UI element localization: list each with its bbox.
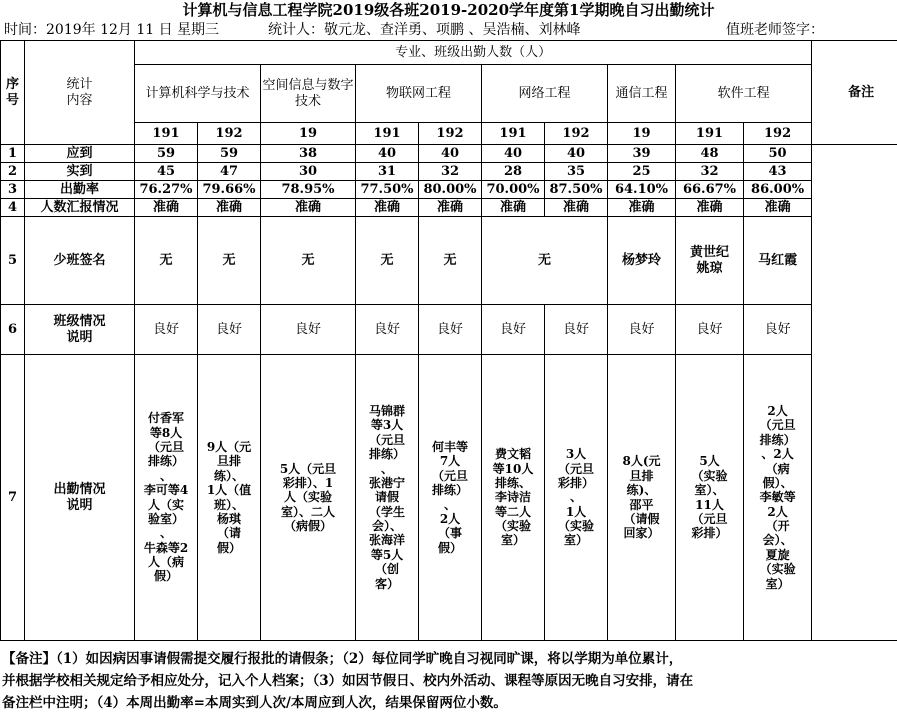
major-iot: 物联网工程 bbox=[356, 65, 482, 123]
cell: 28 bbox=[482, 163, 545, 181]
cell: 杨梦玲 bbox=[608, 217, 676, 305]
cell: 无 bbox=[198, 217, 261, 305]
cell: 良好 bbox=[676, 305, 744, 355]
table-row bbox=[1, 163, 897, 181]
cell: 38 bbox=[261, 145, 356, 163]
major-software: 软件工程 bbox=[676, 65, 812, 123]
row-label: 少班签名 bbox=[25, 217, 135, 305]
cell: 5人（元旦 彩排）、1 人（实验 室）、二人 （病假） bbox=[261, 355, 356, 641]
table-row bbox=[1, 145, 897, 163]
class-label: 191 bbox=[482, 123, 545, 145]
cell: 无 bbox=[482, 217, 608, 305]
table-row bbox=[1, 181, 897, 199]
cell: 良好 bbox=[356, 305, 419, 355]
cell: 40 bbox=[545, 145, 608, 163]
major-computer-science: 计算机科学与技术 bbox=[135, 65, 261, 123]
cell: 何丰等 7人 （元旦 排练） 、 2人 （事 假） bbox=[419, 355, 482, 641]
class-label: 191 bbox=[356, 123, 419, 145]
cell: 35 bbox=[545, 163, 608, 181]
row-label: 应到 bbox=[25, 145, 135, 163]
cell: 40 bbox=[419, 145, 482, 163]
cell: 40 bbox=[356, 145, 419, 163]
major-spatial-info: 空间信息与数字技术 bbox=[261, 65, 356, 123]
table-row bbox=[1, 355, 897, 641]
cell: 40 bbox=[482, 145, 545, 163]
cell: 32 bbox=[419, 163, 482, 181]
cell: 80.00% bbox=[419, 181, 482, 199]
class-label: 192 bbox=[419, 123, 482, 145]
cell: 无 bbox=[135, 217, 198, 305]
cell: 准确 bbox=[135, 199, 198, 217]
cell: 59 bbox=[135, 145, 198, 163]
cell: 准确 bbox=[261, 199, 356, 217]
cell: 59 bbox=[198, 145, 261, 163]
cell: 77.50% bbox=[356, 181, 419, 199]
header-remarks: 备注 bbox=[812, 41, 897, 145]
info-bar bbox=[0, 20, 897, 40]
cell: 45 bbox=[135, 163, 198, 181]
row-seq: 5 bbox=[1, 217, 25, 305]
class-label: 19 bbox=[261, 123, 356, 145]
page-title: 计算机与信息工程学院2019级各班2019-2020学年度第1学期晚自习出勤统计 bbox=[0, 0, 897, 20]
cell: 准确 bbox=[482, 199, 545, 217]
cell: 准确 bbox=[198, 199, 261, 217]
cell: 8人(元 旦排 练)、 邵平 （请假 回家） bbox=[608, 355, 676, 641]
footnote: 【备注】（1）如因病因事请假需提交履行报批的请假条；（2）每位同学旷晚自习视同旷课，将以学期为单位累计， 并根据学校相关规定给予相应处分，记入个人档案；（3）如因节假日、校内外活动、课程等原因无晚自习安排，请在 备注栏中注明；（4）本周出勤率=本周实到人次/本周应到人次，结果保留两位小数。 bbox=[2, 648, 892, 714]
cell: 76.27% bbox=[135, 181, 198, 199]
cell: 2人 （元旦 排练） 、2人 （病 假）、 李敏等 2人 （开 会）、 夏旋 （实验 室） bbox=[744, 355, 812, 641]
row-label: 出勤情况 说明 bbox=[25, 355, 135, 641]
row-seq: 4 bbox=[1, 199, 25, 217]
cell: 良好 bbox=[198, 305, 261, 355]
cell: 良好 bbox=[419, 305, 482, 355]
header-seq: 序 号 bbox=[1, 41, 25, 145]
row-seq: 2 bbox=[1, 163, 25, 181]
class-label: 192 bbox=[744, 123, 812, 145]
cell: 87.50% bbox=[545, 181, 608, 199]
attendance-table bbox=[0, 40, 897, 641]
counters-text: 统计人：敬元龙、查洋勇、项鹏 、吴浩楠、刘林峰 bbox=[268, 20, 580, 40]
cell: 准确 bbox=[419, 199, 482, 217]
table-row bbox=[1, 217, 897, 305]
remarks-cell bbox=[812, 145, 897, 641]
cell: 47 bbox=[198, 163, 261, 181]
cell: 48 bbox=[676, 145, 744, 163]
cell: 25 bbox=[608, 163, 676, 181]
cell: 准确 bbox=[608, 199, 676, 217]
cell: 86.00% bbox=[744, 181, 812, 199]
cell: 3人 （元旦 彩排） 、 1人 （实验 室） bbox=[545, 355, 608, 641]
cell: 准确 bbox=[356, 199, 419, 217]
row-label: 人数汇报情况 bbox=[25, 199, 135, 217]
class-label: 191 bbox=[676, 123, 744, 145]
cell: 30 bbox=[261, 163, 356, 181]
cell: 70.00% bbox=[482, 181, 545, 199]
header-group: 专业、班级出勤人数（人） bbox=[135, 41, 812, 65]
table-row bbox=[1, 305, 897, 355]
cell: 良好 bbox=[482, 305, 545, 355]
cell: 付香军 等8人 （元旦 排练） 、 李可等4 人（实 验室） 、 牛森等2 人（病 假） bbox=[135, 355, 198, 641]
cell: 32 bbox=[676, 163, 744, 181]
cell: 准确 bbox=[744, 199, 812, 217]
cell: 良好 bbox=[545, 305, 608, 355]
major-network: 网络工程 bbox=[482, 65, 608, 123]
cell: 准确 bbox=[545, 199, 608, 217]
cell: 64.10% bbox=[608, 181, 676, 199]
cell: 39 bbox=[608, 145, 676, 163]
table-row bbox=[1, 199, 897, 217]
cell: 5人 （实验 室）、 11人 （元旦 彩排） bbox=[676, 355, 744, 641]
row-label: 出勤率 bbox=[25, 181, 135, 199]
row-seq: 6 bbox=[1, 305, 25, 355]
cell: 马锦群 等3人 （元旦 排练） 、 张港宁 请假 （学生 会）、 张海洋 等5人 （创 客） bbox=[356, 355, 419, 641]
cell: 31 bbox=[356, 163, 419, 181]
cell: 良好 bbox=[744, 305, 812, 355]
cell: 43 bbox=[744, 163, 812, 181]
class-label: 191 bbox=[135, 123, 198, 145]
row-seq: 1 bbox=[1, 145, 25, 163]
class-label: 19 bbox=[608, 123, 676, 145]
header-content: 统计 内容 bbox=[25, 41, 135, 145]
class-label: 192 bbox=[545, 123, 608, 145]
cell: 马红霞 bbox=[744, 217, 812, 305]
cell: 无 bbox=[419, 217, 482, 305]
time-text: 时间：2019年 12月 11 日 星期三 bbox=[4, 20, 219, 40]
row-label: 班级情况 说明 bbox=[25, 305, 135, 355]
cell: 费文韬 等10人 排练、 李诗洁 等二人 （实验 室） bbox=[482, 355, 545, 641]
class-label: 192 bbox=[198, 123, 261, 145]
cell: 9人（元 旦排 练）、 1人（值 班）、 杨琪 （请 假） bbox=[198, 355, 261, 641]
cell: 无 bbox=[356, 217, 419, 305]
row-seq: 7 bbox=[1, 355, 25, 641]
cell: 良好 bbox=[135, 305, 198, 355]
row-label: 实到 bbox=[25, 163, 135, 181]
major-communication: 通信工程 bbox=[608, 65, 676, 123]
cell: 无 bbox=[261, 217, 356, 305]
teacher-sign-text: 值班老师签字： bbox=[726, 20, 824, 40]
cell: 准确 bbox=[676, 199, 744, 217]
cell: 78.95% bbox=[261, 181, 356, 199]
cell: 良好 bbox=[608, 305, 676, 355]
cell: 良好 bbox=[261, 305, 356, 355]
cell: 黄世纪 姚琼 bbox=[676, 217, 744, 305]
cell: 66.67% bbox=[676, 181, 744, 199]
cell: 79.66% bbox=[198, 181, 261, 199]
cell: 50 bbox=[744, 145, 812, 163]
row-seq: 3 bbox=[1, 181, 25, 199]
